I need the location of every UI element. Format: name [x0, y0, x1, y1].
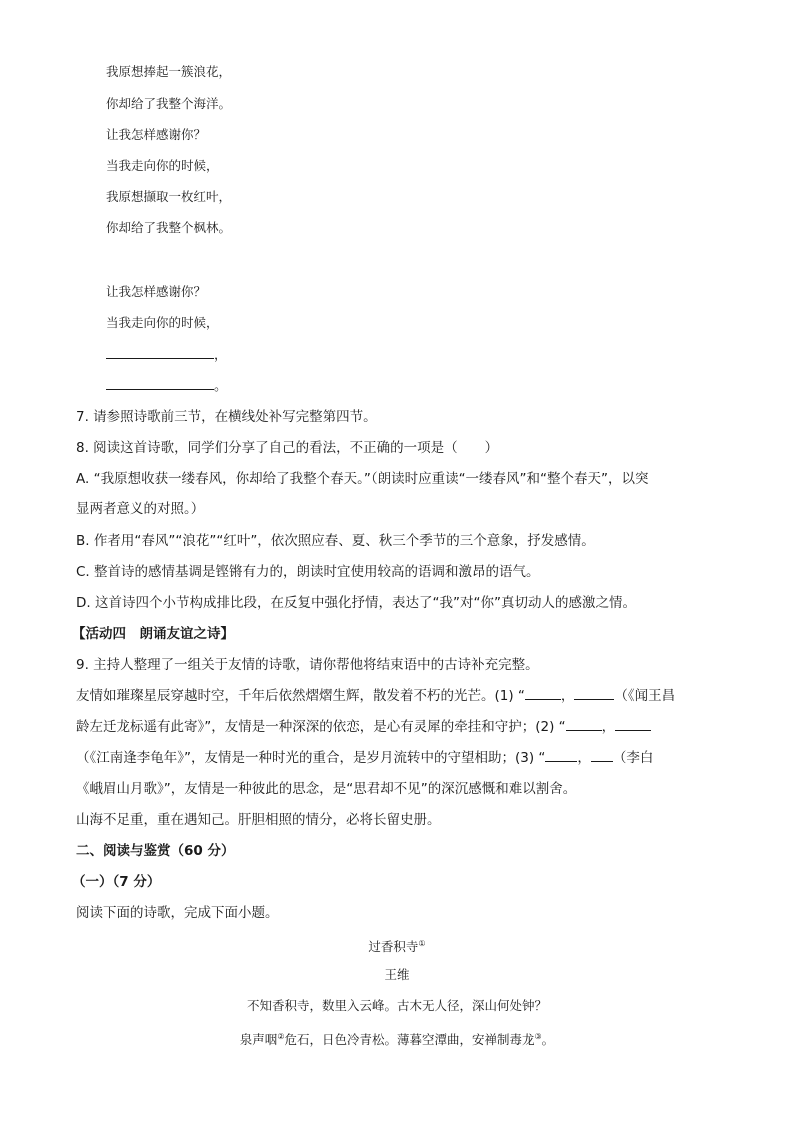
q9-line: 《峨眉山月歌》”，友情是一种彼此的思念，是“思君却不见”的深沉感慨和难以割舍。 — [76, 781, 577, 797]
q9-text: 友情如璀璨星辰穿越时空，千年后依然熠熠生辉，散发着不朽的光芒。(1) “ — [76, 688, 525, 704]
blank-punct: 。 — [214, 379, 228, 394]
q9-line — [76, 687, 675, 705]
blank-underline — [574, 687, 614, 700]
blank-punct: ， — [214, 348, 228, 363]
instruction-text: 阅读下面的诗歌，完成下面小题。 — [76, 905, 279, 921]
blank-underline — [106, 377, 214, 390]
q9-text: （《闻王昌 — [614, 688, 676, 704]
option-c: C. 整首诗的感情基调是铿锵有力的，朗读时宜使用较高的语调和激昂的语气。 — [76, 564, 540, 580]
q9-text: ， — [601, 719, 616, 735]
poem-line: 你却给了我整个海洋。 — [106, 96, 232, 111]
option-b: B. 作者用“春风”“浪花”“红叶”，依次照应春、夏、秋三个季节的三个意象，抒发感情。 — [76, 533, 595, 549]
activity-heading: 【活动四 朗诵友谊之诗】 — [72, 626, 234, 642]
poem-line: 你却给了我整个枫林。 — [106, 220, 232, 235]
poem-author: 王维 — [384, 967, 410, 982]
blank-underline — [591, 749, 613, 762]
verse-text: 。 — [541, 1032, 555, 1048]
q9-text: ， — [560, 688, 575, 704]
q9-text: ， — [577, 750, 591, 766]
q9-line: 山海不足重，重在遇知己。肝胆相照的情分，必将长留史册。 — [76, 812, 441, 828]
blank-underline — [545, 749, 577, 762]
footnote-marker: ① — [418, 939, 426, 948]
question-7: 7. 请参照诗歌前三节，在横线处补写完整第四节。 — [76, 409, 377, 425]
option-a-continued: 显两者意义的对照。） — [76, 501, 205, 517]
poem-verse-line — [0, 1029, 794, 1048]
option-a: A. “我原想收获一缕春风，你却给了我整个春天。”（朗读时应重读“一缕春风”和“整个春天”，以突 — [76, 471, 649, 487]
section-heading: 二、阅读与鉴赏（60 分） — [76, 843, 235, 859]
poem-line: 我原想撷取一枚红叶， — [106, 189, 232, 204]
option-d: D. 这首诗四个小节构成排比段，在反复中强化抒情，表达了“我”对“你”真切动人的感激之情。 — [76, 595, 636, 611]
fill-blank-line — [106, 377, 227, 395]
blank-underline — [106, 346, 214, 359]
poem-title — [0, 936, 794, 955]
subsection-heading: （一）（7 分） — [72, 874, 161, 890]
poem-verse-line: 不知香积寺，数里入云峰。古木无人径，深山何处钟？ — [246, 998, 547, 1013]
q9-text: （李白 — [612, 750, 654, 766]
question-9-stem: 9. 主持人整理了一组关于友情的诗歌，请你帮他将结束语中的古诗补充完整。 — [76, 657, 539, 673]
poem-line: 当我走向你的时候， — [106, 315, 219, 330]
footnote-marker: ③ — [534, 1032, 542, 1041]
poem-line: 让我怎样感谢你？ — [106, 284, 207, 299]
poem-line: 让我怎样感谢你？ — [106, 127, 207, 142]
blank-underline — [566, 718, 602, 731]
poem-line: 我原想捧起一簇浪花， — [106, 64, 232, 79]
q9-line — [76, 718, 651, 736]
footnote-marker: ② — [277, 1032, 285, 1041]
verse-text: 泉声咽 — [239, 1032, 278, 1048]
verse-text: 危石，日色冷青松。薄暮空潭曲，安禅制毒龙 — [284, 1032, 535, 1048]
q9-text: （《江南逢李龟年》”，友情是一种时光的重合，是岁月流转中的守望相助；(3) “ — [76, 750, 546, 766]
poem-title-text: 过香积寺 — [368, 939, 419, 955]
blank-underline — [525, 687, 561, 700]
q9-line — [76, 749, 653, 767]
fill-blank-line — [106, 346, 227, 364]
question-8-stem: 8. 阅读这首诗歌，同学们分享了自己的看法，不正确的一项是（ ） — [76, 440, 499, 456]
q9-text: 龄左迁龙标遥有此寄》”，友情是一种深深的依恋，是心有灵犀的牵挂和守护；(2) “ — [76, 719, 566, 735]
poem-line: 当我走向你的时候， — [106, 158, 219, 173]
blank-underline — [615, 718, 651, 731]
